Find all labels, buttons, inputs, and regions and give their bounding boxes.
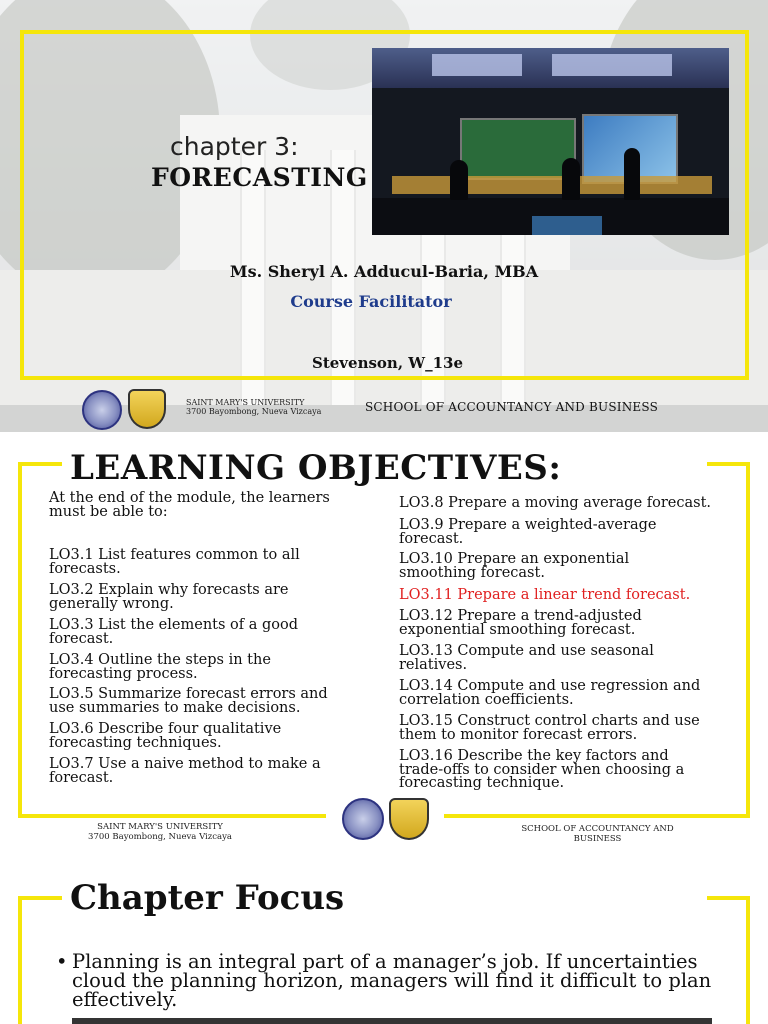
photo-wall-screen xyxy=(460,118,576,180)
objective-lo3-13: LO3.13 Compute and use seasonal relatives. xyxy=(399,643,654,673)
frame-top-left xyxy=(18,896,62,900)
chapter-title: FORECASTING xyxy=(151,163,368,192)
objective-lo3-15: LO3.15 Construct control charts and use them to monitor forecast errors. xyxy=(399,713,700,743)
university-seal-logo xyxy=(342,798,384,840)
learning-objectives-slide xyxy=(0,432,768,858)
objective-lo3-16: LO3.16 Describe the key factors and trade-offs to consider when choosing a forecasting technique. xyxy=(399,748,685,791)
frame-top-right xyxy=(707,896,750,900)
objective-lo3-12: LO3.12 Prepare a trend-adjusted exponential smoothing forecast. xyxy=(399,608,642,638)
university-address: 3700 Bayombong, Nueva Vizcaya xyxy=(88,832,232,842)
school-name: SCHOOL OF ACCOUNTANCY AND BUSINESS xyxy=(521,824,674,844)
objective-lo3-1: LO3.1 List features common to all forecasts. xyxy=(49,547,300,577)
frame-bottom-right xyxy=(444,814,750,818)
objective-lo3-2: LO3.2 Explain why forecasts are generally wrong. xyxy=(49,582,289,612)
objective-lo3-8: LO3.8 Prepare a moving average forecast. xyxy=(399,495,712,511)
objective-lo3-6: LO3.6 Describe four qualitative forecasting techniques. xyxy=(49,721,282,751)
photo-person xyxy=(562,158,580,200)
cut-off-text-line xyxy=(72,1018,712,1024)
bullet-dot-icon: • xyxy=(56,950,68,973)
photo-console-glow xyxy=(392,176,712,194)
photo-person xyxy=(450,160,468,200)
objective-lo3-11: LO3.11 Prepare a linear trend forecast. xyxy=(399,587,691,603)
frame-left xyxy=(18,896,22,1024)
university-name xyxy=(60,822,260,842)
school-name: SCHOOL OF ACCOUNTANCY AND BUSINESS xyxy=(365,400,659,414)
frame-bottom-left xyxy=(18,814,326,818)
chapter-focus-slide xyxy=(0,858,768,1024)
objective-lo3-9: LO3.9 Prepare a weighted-average forecast. xyxy=(399,517,657,547)
photo-monitor xyxy=(532,216,602,235)
frame-top-left xyxy=(18,462,62,466)
focus-bullet-text: Planning is an integral part of a manager’s job. If uncertainties cloud the planning horizon, managers will find it difficult to plan effectively. xyxy=(72,950,712,1011)
school-shield-logo xyxy=(389,798,429,840)
frame-right xyxy=(746,896,750,1024)
photo-ceiling-light xyxy=(432,54,522,76)
university-address: 3700 Bayombong, Nueva Vizcaya xyxy=(186,407,322,416)
frame-top-right xyxy=(707,462,750,466)
objective-lo3-7: LO3.7 Use a naive method to make a forecast. xyxy=(49,756,321,786)
textbook-section: Stevenson, W_13e xyxy=(312,354,464,372)
objectives-title: LEARNING OBJECTIVES: xyxy=(70,448,562,488)
chapter-focus-title: Chapter Focus xyxy=(70,878,345,918)
university-name-text: SAINT MARY'S UNIVERSITY xyxy=(186,398,305,407)
university-name-text: SAINT MARY'S UNIVERSITY xyxy=(97,822,223,832)
frame-left xyxy=(18,462,22,818)
university-name xyxy=(186,398,321,416)
objective-lo3-3: LO3.3 List the elements of a good forecast. xyxy=(49,617,299,647)
focus-bullet xyxy=(56,952,726,1009)
university-seal-logo xyxy=(82,390,122,430)
objective-lo3-10: LO3.10 Prepare an exponential smoothing forecast. xyxy=(399,551,630,581)
chapter-label: chapter 3: xyxy=(170,132,299,161)
objective-lo3-5: LO3.5 Summarize forecast errors and use summaries to make decisions. xyxy=(49,686,328,716)
photo-ceiling-light xyxy=(552,54,672,76)
photo-person xyxy=(624,148,640,200)
frame-right xyxy=(746,462,750,818)
photo-ceiling xyxy=(372,48,729,88)
title-slide xyxy=(0,0,768,432)
facilitator-role: Course Facilitator xyxy=(290,292,452,311)
objectives-intro: At the end of the module, the learners must be able to: xyxy=(49,490,330,520)
objective-lo3-14: LO3.14 Compute and use regression and correlation coefficients. xyxy=(399,678,701,708)
facilitator-name: Ms. Sheryl A. Adducul-Baria, MBA xyxy=(229,262,539,281)
objective-lo3-4: LO3.4 Outline the steps in the forecasting process. xyxy=(49,652,271,682)
control-room-photo xyxy=(372,48,729,235)
school-shield-logo xyxy=(128,389,166,429)
